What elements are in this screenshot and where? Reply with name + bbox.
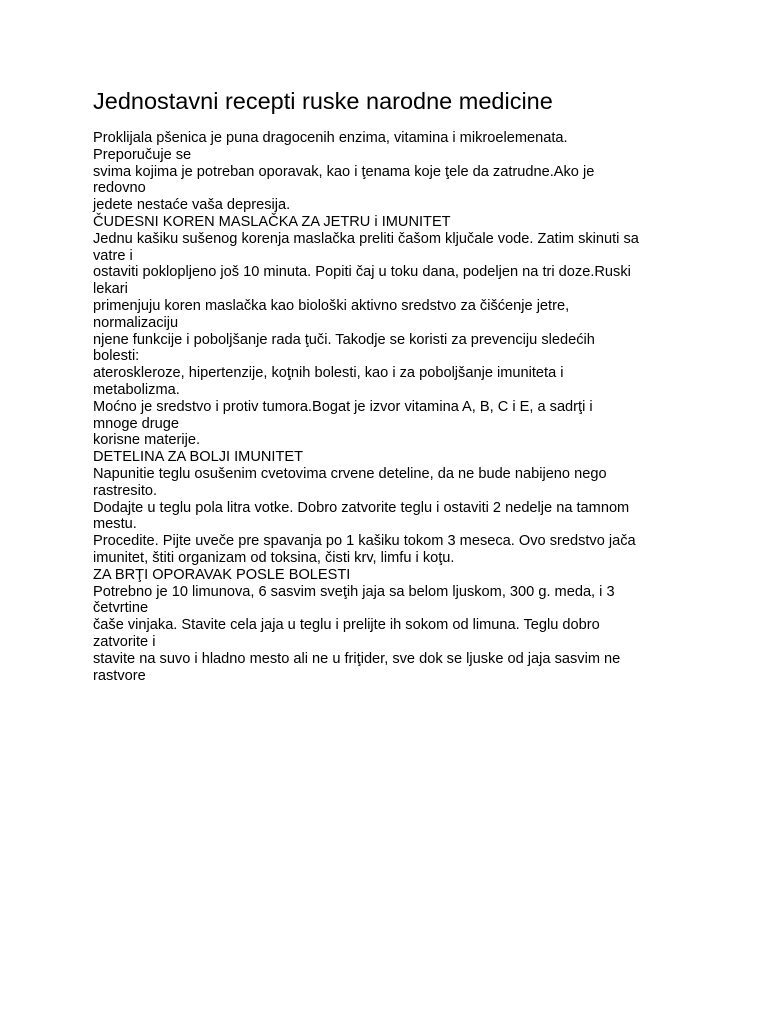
document-line: Jednu kašiku sušenog korenja maslačka preliti čašom ključale vode. Zatim skinuti sa	[93, 230, 639, 247]
document-body	[93, 130, 705, 684]
document-line: primenjuju koren maslačka kao biološki aktivno sredstvo za čišćenje jetre,	[93, 297, 570, 314]
document-line: Potrebno je 10 limunova, 6 sasvim sveţih jaja sa belom ljuskom, 300 g. meda, i 3	[93, 583, 615, 600]
document-line: Napunitie teglu osušenim cvetovima crvene deteline, da ne bude nabijeno nego	[93, 465, 607, 482]
document-line: redovno	[93, 180, 146, 197]
document-line: ČUDESNI KOREN MASLAČKA ZA JETRU i IMUNITET	[93, 213, 451, 230]
document-line: mestu.	[93, 516, 137, 533]
document-line: mnoge druge	[93, 415, 180, 432]
document-line: Procedite. Pijte uveče pre spavanja po 1 kašiku tokom 3 meseca. Ovo sredstvo jača	[93, 533, 636, 550]
document-line: jedete nestaće vaša depresija.	[93, 197, 291, 214]
document-line: Moćno je sredstvo i protiv tumora.Bogat je izvor vitamina A, B, C i E, a sadrţi i	[93, 398, 593, 415]
document-line: metabolizma.	[93, 381, 180, 398]
document-line: Dodajte u teglu pola litra votke. Dobro zatvorite teglu i ostaviti 2 nedelje na tamnom	[93, 499, 630, 516]
document-line: stavite na suvo i hladno mesto ali ne u friţider, sve dok se ljuske od jaja sasvim ne	[93, 650, 621, 667]
document-page	[93, 86, 705, 684]
document-line: vatre i	[93, 247, 133, 264]
document-line: svima kojima je potreban oporavak, kao i ţenama koje ţele da zatrudne.Ako je	[93, 163, 595, 180]
document-line: ZA BRŢI OPORAVAK POSLE BOLESTI	[93, 566, 351, 583]
document-line: rastvore	[93, 667, 146, 684]
document-line: rastresito.	[93, 482, 158, 499]
document-line: normalizaciju	[93, 314, 179, 331]
document-line: ostaviti poklopljeno još 10 minuta. Popiti čaj u toku dana, podeljen na tri doze.Ruski	[93, 264, 631, 281]
document-line: lekari	[93, 281, 128, 298]
document-line: korisne materije.	[93, 432, 201, 449]
document-line: Preporučuje se	[93, 146, 192, 163]
document-line: njene funkcije i poboljšanje rada ţuči. Takodje se koristi za prevenciju sledećih	[93, 331, 595, 348]
document-line: DETELINA ZA BOLJI IMUNITET	[93, 449, 304, 466]
document-line: Proklijala pšenica je puna dragocenih enzima, vitamina i mikroelemenata.	[93, 130, 568, 146]
document-line: četvrtine	[93, 600, 149, 617]
document-line: čaše vinjaka. Stavite cela jaja u teglu i prelijte ih sokom od limuna. Teglu dobro	[93, 617, 600, 634]
document-line: zatvorite i	[93, 633, 156, 650]
document-title: Jednostavni recepti ruske narodne medicine	[93, 88, 553, 114]
document-line: imunitet, štiti organizam od toksina, čisti krv, limfu i koţu.	[93, 549, 455, 566]
document-line: ateroskleroze, hipertenzije, koţnih bolesti, kao i za poboljšanje imuniteta i	[93, 365, 564, 382]
document-line: bolesti:	[93, 348, 140, 365]
